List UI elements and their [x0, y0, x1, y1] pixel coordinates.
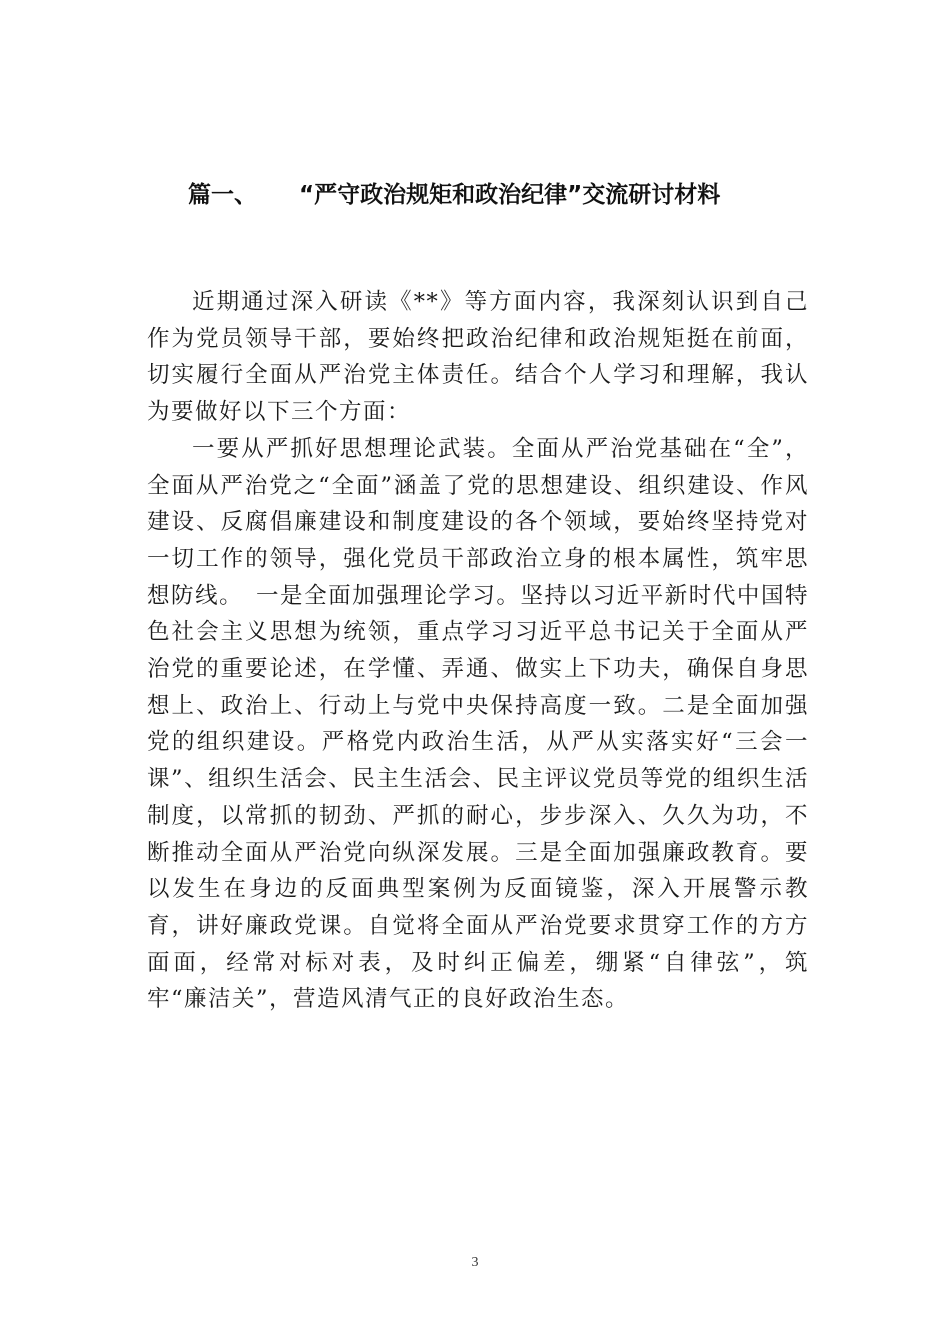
- title-text: “严守政治规矩和政治纪律”交流研讨材料: [299, 182, 721, 208]
- intro-paragraph: 近期通过深入研读《**》等方面内容，我深刻认识到自己作为党员领导干部，要始终把政治纪律和政治规矩挺在前面，切实履行全面从严治党主体责任。结合个人学习和理解，我认为要做好以下三个方面：: [147, 289, 809, 426]
- page-number: 3: [471, 1255, 479, 1270]
- document-body: [147, 284, 809, 1018]
- title-number: 篇一、: [188, 182, 257, 208]
- document-title: [188, 178, 808, 212]
- main-paragraph: 一要从严抓好思想理论武装。全面从严治党基础在“全”，全面从严治党之“全面”涵盖了党的思想建设、组织建设、作风建设、反腐倡廉建设和制度建设的各个领域，要始终坚持党对一切工作的领导，强化党员干部政治立身的根本属性，筑牢思想防线。 一是全面加强理论学习。坚持以习近平新时代中国特色社会主义思想为统领，重点学习习近平总书记关于全面从严治党的重要论述，在学懂、弄通、做实上下功夫，确保自身思想上、政治上、行动上与党中央保持高度一致。二是全面加强党的组织建设。严格党内政治生活，从严从实落实好“三会一课”、组织生活会、民主生活会、民主评议党员等党的组织生活制度，以常抓的韧劲、严抓的耐心，步步深入、久久为功，不断推动全面从严治党向纵深发展。三是全面加强廉政教育。要以发生在身边的反面典型案例为反面镜鉴，深入开展警示教育，讲好廉政党课。自觉将全面从严治党要求贯穿工作的方方面面，经常对标对表，及时纠正偏差，绷紧“自律弦”，筑牢“廉洁关”，营造风清气正的良好政治生态。: [147, 435, 809, 1013]
